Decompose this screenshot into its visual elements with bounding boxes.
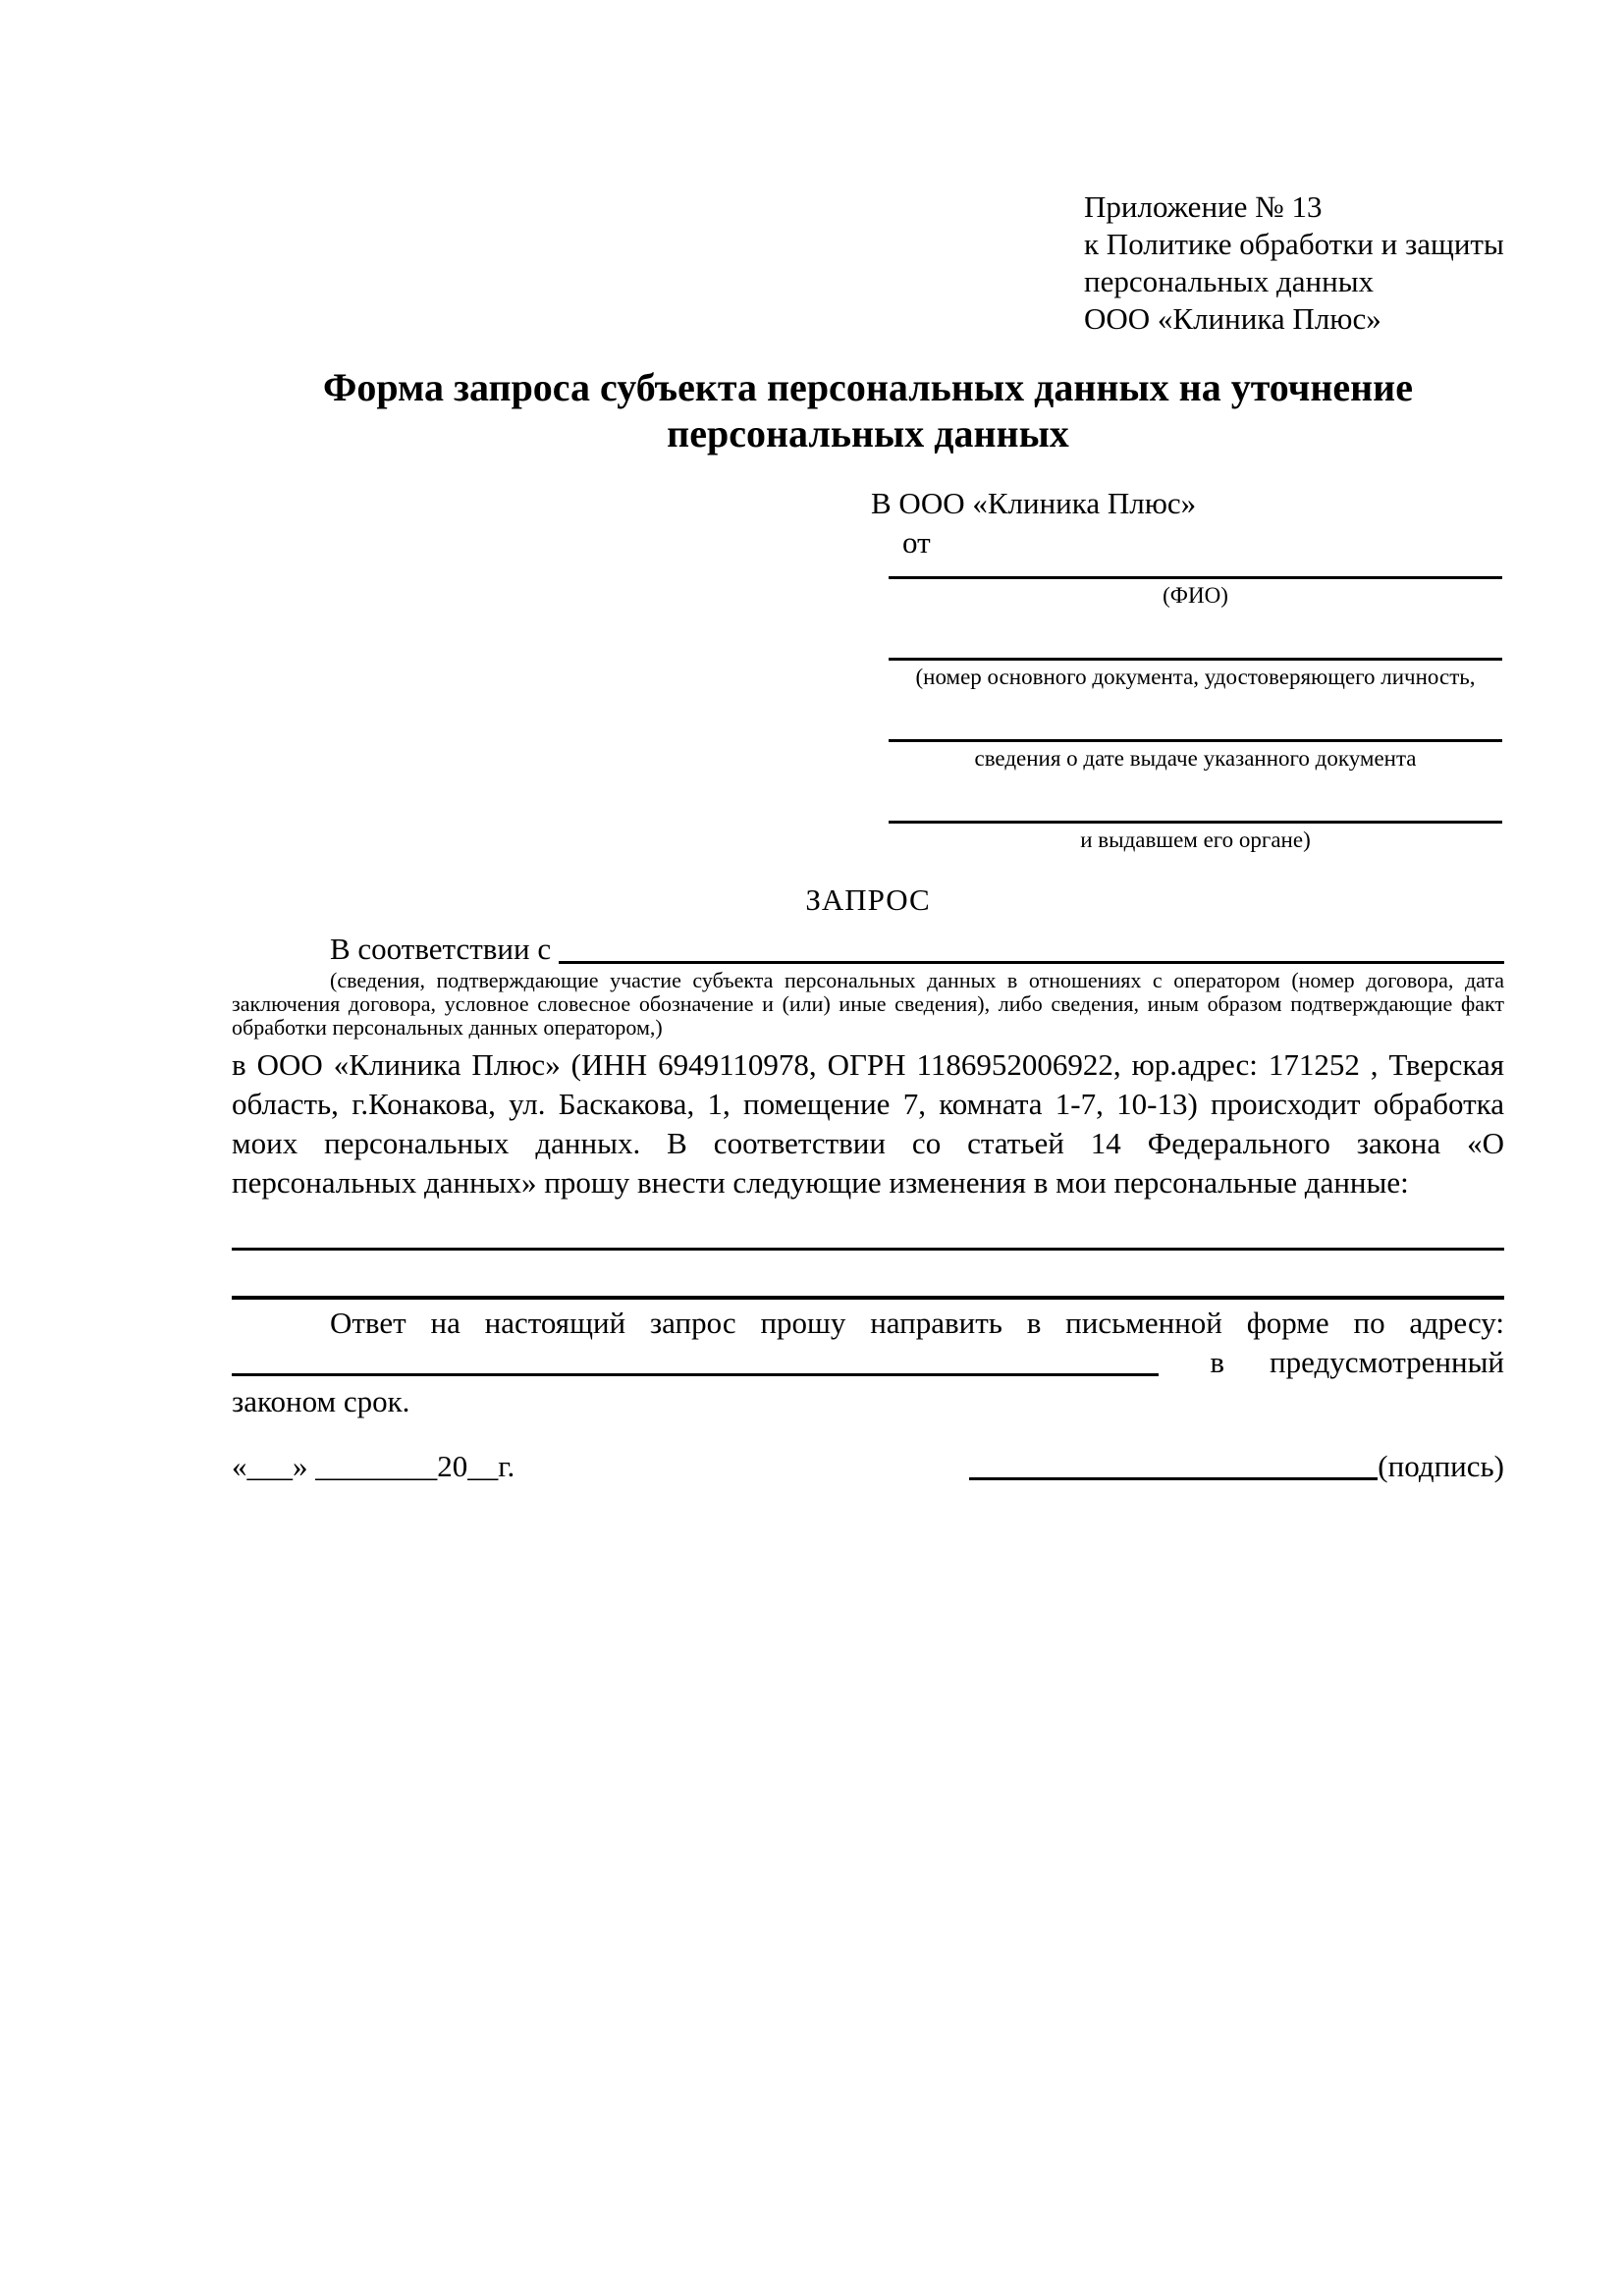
intro-blank-line (559, 930, 1504, 964)
addressee-to: В ООО «Клиника Плюс» (871, 486, 1197, 520)
issue-date-field-line (889, 739, 1502, 742)
form-title-line-1: Форма запроса субъекта персональных данных на уточнение (323, 365, 1413, 409)
annex-line: к Политике обработки и защиты (1084, 227, 1504, 261)
annex-line: персональных данных (1084, 264, 1375, 298)
fio-field-line (889, 576, 1502, 579)
intro-line (232, 930, 1504, 969)
doc-number-caption: (номер основного документа, удостоверяющего личность, (915, 665, 1476, 689)
form-title (232, 364, 1504, 456)
form-title-line-2: персональных данных (667, 411, 1069, 455)
annex-header (1084, 188, 1504, 338)
doc-number-field-line (889, 658, 1502, 661)
main-paragraph: в ООО «Клиника Плюс» (ИНН 6949110978, ОГРН 1186952006922, юр.адрес: 171252 , Тверская область, г.Конакова, ул. Баскакова, 1, помещение 7, комната 1-7, 10-13) происходит обработка моих персональных данных. В соответствии со статьей 14 Федерального закона «О персональных данных» прошу внести следующие изменения в мои персональные данные: (232, 1047, 1504, 1200)
signature-caption: (подпись) (1378, 1449, 1504, 1483)
fio-caption: (ФИО) (1163, 583, 1228, 608)
issue-date-caption: сведения о дате выдаче указанного документа (974, 746, 1417, 771)
answer-paragraph-line-2 (232, 1343, 1504, 1382)
request-heading: ЗАПРОС (805, 882, 931, 917)
annex-line: Приложение № 13 (1084, 189, 1323, 224)
signature-group (969, 1447, 1504, 1486)
address-write-line (232, 1373, 1159, 1376)
date-field: «___» ________20__г. (232, 1449, 515, 1483)
annex-line: ООО «Клиника Плюс» (1084, 301, 1381, 336)
signature-line (969, 1477, 1378, 1480)
answer-word-v: в (1210, 1345, 1225, 1379)
addressee-from-label: от (902, 525, 931, 560)
addressee-block (871, 484, 1502, 853)
footer-row (232, 1447, 1504, 1486)
answer-tail: законом срок. (232, 1384, 410, 1418)
issuing-authority-caption: и выдавшем его органе) (1080, 828, 1311, 852)
fine-print: (сведения, подтверждающие участие субъекта персональных данных в отношениях с оператором (номер договора, дата заключения договора, условное словесное обозначение и (или) иные сведения), либо сведения, иным образом подтверждающие факт обработки персональных данных оператором,) (232, 968, 1504, 1040)
answer-paragraph-line-1: Ответ на настоящий запрос прошу направить в письменной форме по адресу: (330, 1306, 1504, 1340)
issuing-authority-field-line (889, 821, 1502, 824)
intro-text: В соответствии с (330, 932, 552, 966)
blank-write-line-1 (232, 1248, 1504, 1251)
blank-write-line-2 (232, 1296, 1504, 1300)
answer-word-predusmotrennyj: предусмотренный (1270, 1345, 1504, 1379)
